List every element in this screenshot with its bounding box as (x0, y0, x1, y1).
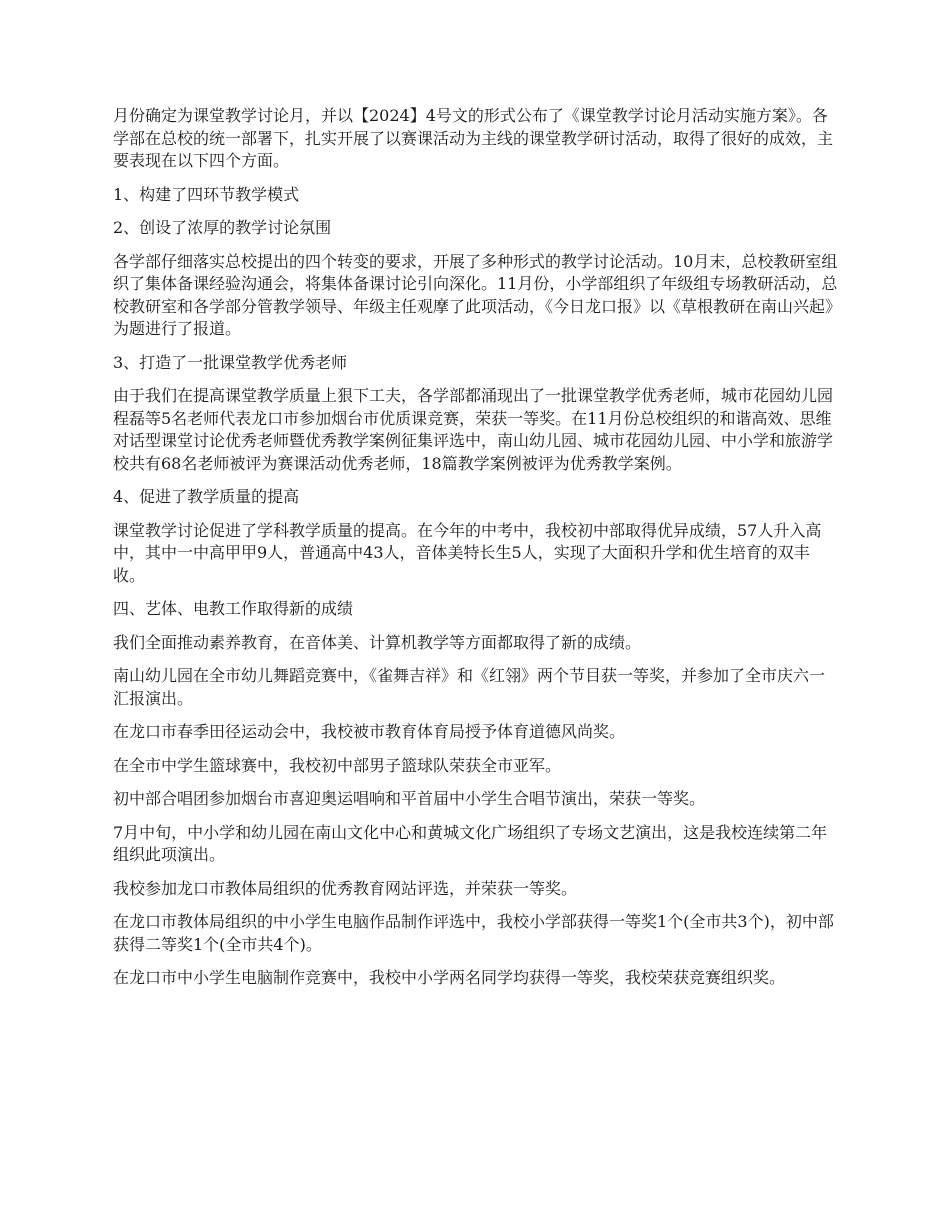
paragraph-computer-contest: 在龙口市中小学生电脑制作竞赛中，我校中小学两名同学均获得一等奖，我校荣获竞赛组织奖。 (113, 968, 786, 987)
paragraph-choir: 初中部合唱团参加烟台市喜迎奥运唱响和平首届中小学生合唱节演出，荣获一等奖。 (113, 789, 706, 808)
heading-teaching-quality: 4、促进了教学质量的提高 (113, 487, 300, 506)
paragraph-kindergarten-dance: 南山幼儿园在全市幼儿舞蹈竞赛中，《雀舞吉祥》和《红翎》两个节目获一等奖，并参加了全市庆六一汇报演出。 (113, 666, 826, 708)
heading-discussion-atmosphere: 2、创设了浓厚的教学讨论氛围 (113, 218, 332, 237)
paragraph-basketball: 在全市中学生篮球赛中，我校初中部男子篮球队荣获全市亚军。 (113, 755, 562, 775)
paragraph-teaching-quality: 课堂教学讨论促进了学科教学质量的提高。在今年的中考中，我校初中部取得优异成绩，57人升入高中，其中一中高甲甲9人，普通高中43人，音体美特长生5人，实现了大面积升学和优生培育的双丰收。 (113, 520, 822, 585)
paragraph-track-field: 在龙口市春季田径运动会中，我校被市教育体育局授予体育道德风尚奖。 (113, 722, 626, 741)
heading-arts-sports: 四、艺体、电教工作取得新的成绩 (113, 599, 354, 618)
paragraph-quality-education: 我们全面推动素养教育，在音体美、计算机教学等方面都取得了新的成绩。 (113, 632, 642, 652)
paragraph-computer-works: 在龙口市教体局组织的中小学生电脑作品制作评选中，我校小学部获得一等奖1个(全市共3个)，初中部获得二等奖1个(全市共4个)。 (113, 912, 834, 954)
paragraph-performance: 7月中旬，中小学和幼儿园在南山文化中心和黄城文化广场组织了专场文艺演出，这是我校连续第二年组织此项演出。 (113, 822, 828, 864)
paragraph-intro: 月份确定为课堂教学讨论月，并以【2024】4号文的形式公布了《课堂教学讨论月活动实施方案》。各学部在总校的统一部署下，扎实开展了以赛课活动为主线的课堂教学研讨活动，取得了很好的成效，主要表现在以下四个方面。 (113, 106, 834, 170)
heading-teaching-model: 1、构建了四环节教学模式 (113, 184, 300, 204)
heading-excellent-teachers: 3、打造了一批课堂教学优秀老师 (113, 352, 348, 372)
paragraph-excellent-teachers: 由于我们在提高课堂教学质量上狠下工夫，各学部都涌现出了一批课堂教学优秀老师，城市花园幼儿园程磊等5名老师代表龙口市参加烟台市优质课竞赛，荣获一等奖。在11月份总校组织的和谐高效、思维对话型课堂讨论优秀老师暨优秀教学案例征集评选中，南山幼儿园、城市花园幼儿园、中小学和旅游学校共有68名老师被评为赛课活动优秀老师，18篇教学案例被评为优秀教学案例。 (113, 386, 834, 473)
paragraph-website-award: 我校参加龙口市教体局组织的优秀教育网站评选，并荣获一等奖。 (113, 878, 578, 898)
paragraph-discussion-activities: 各学部仔细落实总校提出的四个转变的要求，开展了多种形式的教学讨论活动。10月末，总校教研室组织了集体备课经验沟通会，将集体备课讨论引向深化。11月份，小学部组织了年级组专场教研活动，总校教研室和各学部分管教学领导、年级主任观摩了此项活动，《今日龙口报》以《草根教研在南山兴起》为题进行了报道。 (113, 251, 838, 338)
document-page (113, 105, 840, 1001)
